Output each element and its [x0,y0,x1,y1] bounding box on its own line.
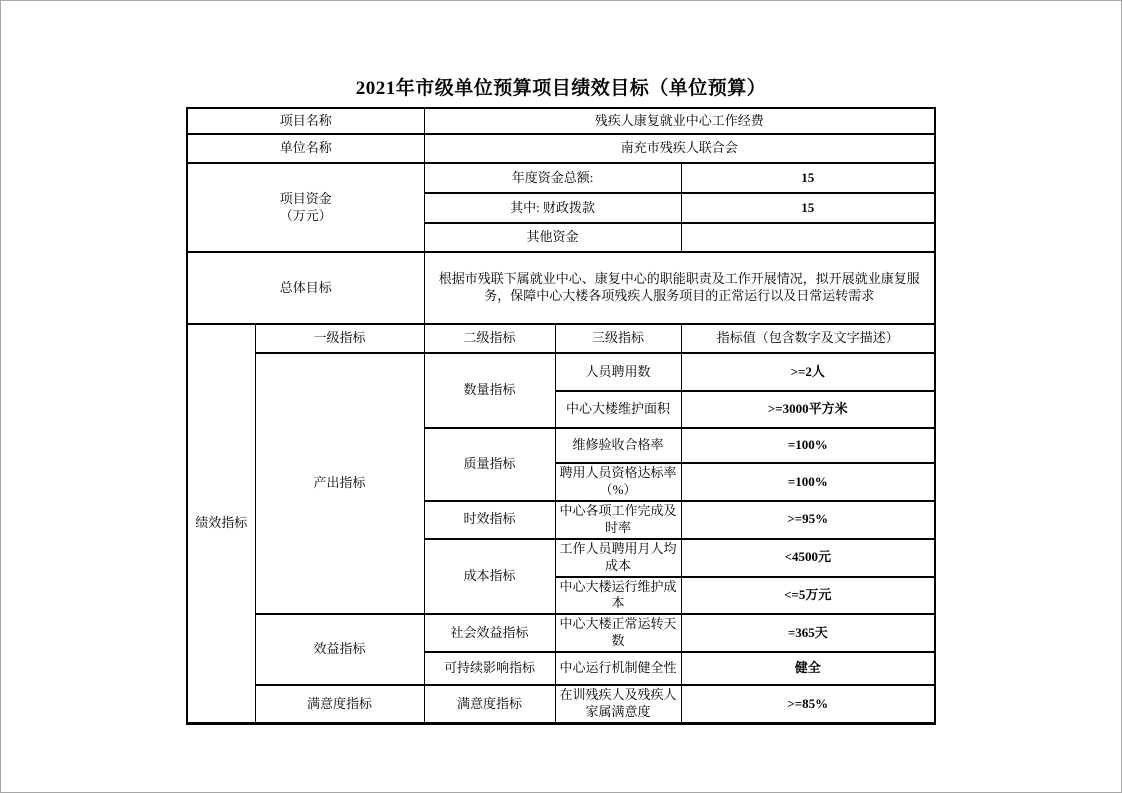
overall-goal-label: 总体目标 [187,252,424,324]
level2-satisfaction: 满意度指标 [424,685,555,723]
header-level3: 三级指标 [555,324,681,353]
indicator-name: 中心大楼运行维护成本 [555,577,681,615]
indicator-value: >=95% [681,501,935,539]
header-level2: 二级指标 [424,324,555,353]
level2-social-benefit: 社会效益指标 [424,614,555,652]
indicator-value: 健全 [681,652,935,685]
funding-total-value: 15 [681,163,935,193]
indicator-value: =365天 [681,614,935,652]
document-title: 2021年市级单位预算项目绩效目标（单位预算） [355,78,767,99]
indicator-value: >=85% [681,685,935,723]
indicator-name: 中心大楼维护面积 [555,391,681,428]
funding-fiscal-value: 15 [681,193,935,223]
funding-other-label: 其他资金 [424,223,681,252]
header-value: 指标值（包含数字及文字描述） [681,324,935,353]
table-row [187,163,935,193]
overall-goal-value: 根据市残联下属就业中心、康复中心的职能职责及工作开展情况，拟开展就业康复服务，保障中心大楼各项残疾人服务项目的正常运行以及日常运转需求 [424,252,935,324]
level1-benefit: 效益指标 [255,614,424,685]
performance-section-label: 绩效指标 [187,324,255,724]
funding-total-label: 年度资金总额: [424,163,681,193]
level2-cost: 成本指标 [424,539,555,615]
indicator-name: 工作人员聘用月人均成本 [555,539,681,577]
indicator-value: =100% [681,428,935,463]
level2-quality: 质量指标 [424,428,555,501]
indicator-name: 聘用人员资格达标率（%） [555,463,681,501]
project-name-value: 残疾人康复就业中心工作经费 [424,108,935,134]
table-row [187,108,935,134]
indicator-name: 中心大楼正常运转天数 [555,614,681,652]
table-row [187,324,935,353]
table-row [187,614,935,652]
funding-label-line2: （万元） [279,207,332,223]
indicator-value: >=2人 [681,353,935,391]
funding-other-value [681,223,935,252]
unit-name-value: 南充市残疾人联合会 [424,134,935,163]
level2-sustainability: 可持续影响指标 [424,652,555,685]
project-name-label: 项目名称 [187,108,424,134]
indicator-name: 中心运行机制健全性 [555,652,681,685]
table-row [187,252,935,324]
level2-quantity: 数量指标 [424,353,555,428]
indicator-name: 人员聘用数 [555,353,681,391]
indicator-value: >=3000平方米 [681,391,935,428]
funding-fiscal-label: 其中: 财政拨款 [424,193,681,223]
indicator-value: <4500元 [681,539,935,577]
funding-label [187,163,424,252]
indicator-value: =100% [681,463,935,501]
indicator-name: 维修验收合格率 [555,428,681,463]
header-level1: 一级指标 [255,324,424,353]
budget-performance-table [186,107,936,725]
table-row [187,685,935,723]
indicator-name: 中心各项工作完成及时率 [555,501,681,539]
indicator-value: <=5万元 [681,577,935,615]
level1-satisfaction: 满意度指标 [255,685,424,723]
level2-timeliness: 时效指标 [424,501,555,539]
level1-output: 产出指标 [255,353,424,614]
table-row [187,134,935,163]
unit-name-label: 单位名称 [187,134,424,163]
table-row [187,353,935,391]
funding-label-line1: 项目资金 [279,190,332,206]
indicator-name: 在训残疾人及残疾人家属满意度 [555,685,681,723]
